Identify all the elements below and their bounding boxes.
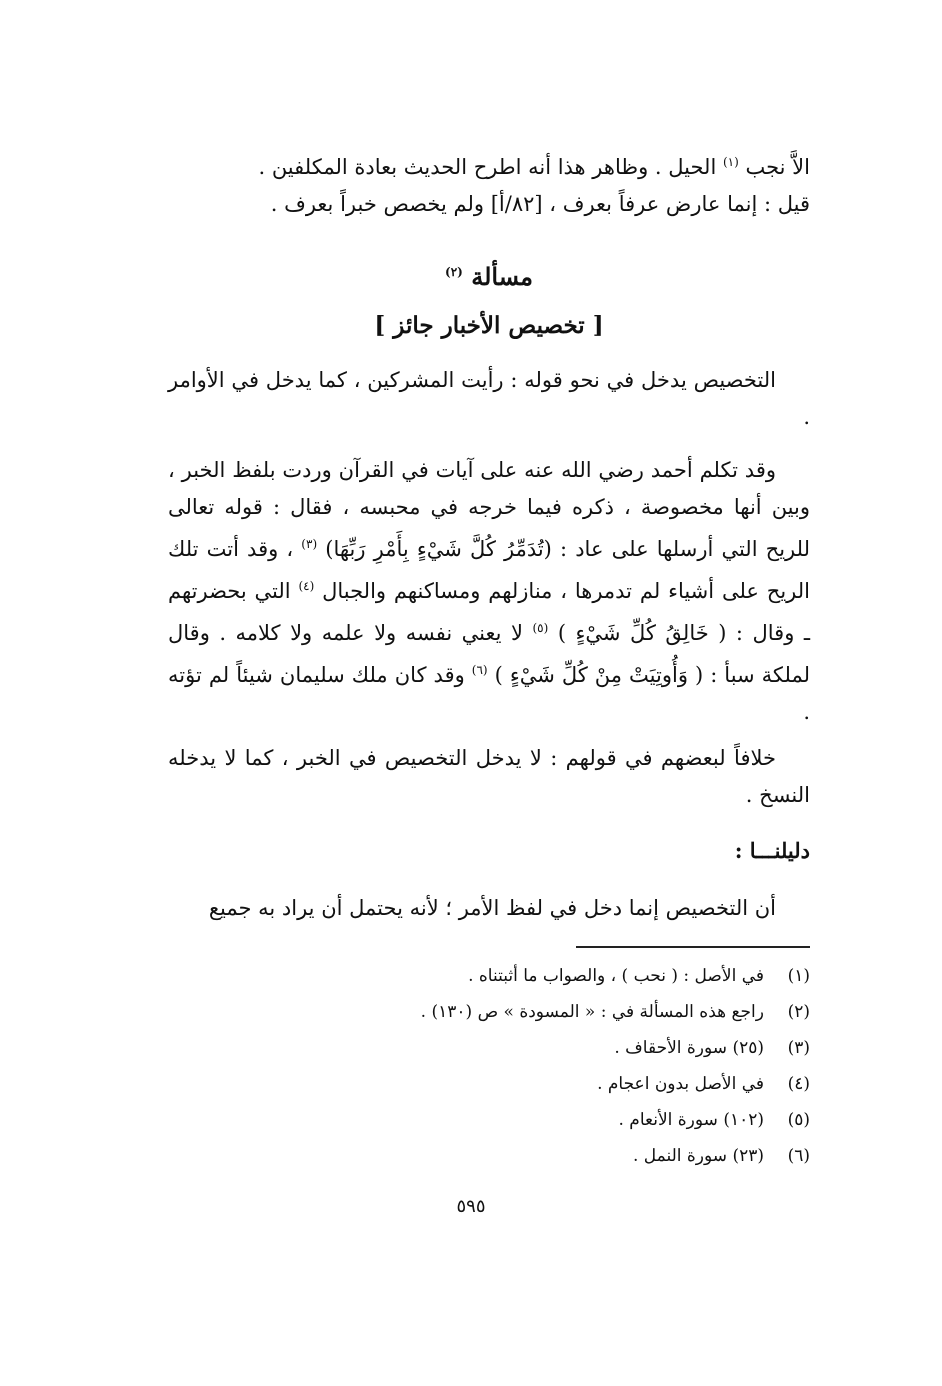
paragraph-text: التخصيص يدخل في نحو قوله : رأيت المشركين ، كما يدخل في الأوامر . <box>168 368 810 429</box>
footnote-4 <box>168 1066 810 1102</box>
footnote-number: (١) <box>787 966 810 986</box>
footnote-text: في الأصل : ( نحب ) ، والصواب ما أثبتناه . <box>468 966 764 986</box>
paragraph-4 <box>168 890 810 927</box>
paragraph-2 <box>168 452 810 731</box>
section-title <box>168 262 810 291</box>
footnote-ref: (٦) <box>471 663 488 677</box>
footnote-ref: (٣) <box>301 537 318 551</box>
footnote-1 <box>168 958 810 994</box>
footnote-separator <box>576 946 810 948</box>
paragraph-text: خلافاً لبعضهم في قولهم : لا يدخل التخصيص في الخبر ، كما لا يدخله النسخ . <box>168 746 810 807</box>
paragraph-1 <box>168 362 810 436</box>
footnote-ref: (٢) <box>445 265 463 279</box>
text-run: الحيل . وظاهر هذا أنه اطرح الحديث بعادة المكلفين . <box>258 155 717 179</box>
paragraph-3 <box>168 740 810 814</box>
footnote-ref: (٤) <box>298 579 315 593</box>
proof-heading: دليلنـــا : <box>734 838 810 863</box>
paragraph-text: أن التخصيص إنما دخل في لفظ الأمر ؛ لأنه يحتمل أن يراد به جميع <box>208 896 776 920</box>
footnote-ref: (٥) <box>532 621 549 635</box>
text-run: وقد تكلم أحمد رضي الله عنه على آيات في القرآن وردت بلفظ الخبر ، وبين أنها مخصوصة ، ذكره فيما خرجه في محبسه ، فقال : قوله تعالى للريح التي أرسلها على عاد : (تُدَمِّرُ كُلَّ شَيْءٍ بِأَمْرِ رَبِّهَا) <box>168 458 810 561</box>
section-subtitle: [ تخصيص الأخبار جائز ] <box>374 312 604 339</box>
footnote-text: (١٠٢) سورة الأنعام . <box>618 1110 764 1130</box>
footnote-2 <box>168 994 810 1030</box>
footnote-number: (٣) <box>787 1038 810 1058</box>
footnote-ref: (١) <box>722 155 739 169</box>
text-run: ، وقد أتت تلك الريح على أشياء لم تدمرها ، منازلهم ومساكنهم والجبال <box>168 537 810 603</box>
continuation-line-2: قيل : إنما عارض عرفاً بعرف ، [٨٢/أ] ولم يخصص خبراً بعرف . <box>270 192 810 216</box>
footnote-5 <box>168 1102 810 1138</box>
paragraph-text <box>168 452 810 731</box>
footnote-text: راجع هذه المسألة في : « المسودة » ص (١٣٠) . <box>420 1002 764 1022</box>
footnote-text: (٢٣) سورة النمل . <box>632 1146 764 1166</box>
text-run: الاَّ نجب <box>745 155 810 179</box>
continuation-line-1 <box>168 144 810 186</box>
footnote-text: في الأصل بدون اعجام . <box>597 1074 764 1094</box>
footnote-text: (٢٥) سورة الأحقاف . <box>614 1038 764 1058</box>
text-run: وقد كان ملك سليمان شيئاً لم تؤته . <box>168 663 810 724</box>
page-number: ٥٩٥ <box>456 1196 486 1217</box>
footnote-6 <box>168 1138 810 1174</box>
section-title-text: مسألة <box>471 262 533 291</box>
footnote-number: (٥) <box>787 1110 810 1130</box>
footnote-number: (٤) <box>787 1074 810 1094</box>
continuation-block <box>168 144 810 223</box>
text-run: التي بحضرتهم ـ وقال : ( خَالِقُ كُلِّ شَيْءٍ ) <box>168 579 810 645</box>
footnote-3 <box>168 1030 810 1066</box>
footnote-number: (٢) <box>787 1002 810 1022</box>
footnote-number: (٦) <box>787 1146 810 1166</box>
text-run: لا يعني نفسه ولا علمه ولا كلامه . وقال لملكة سبأ : ( وَأُوتِيَتْ مِنْ كُلِّ شَيْءٍ ) <box>168 621 810 687</box>
